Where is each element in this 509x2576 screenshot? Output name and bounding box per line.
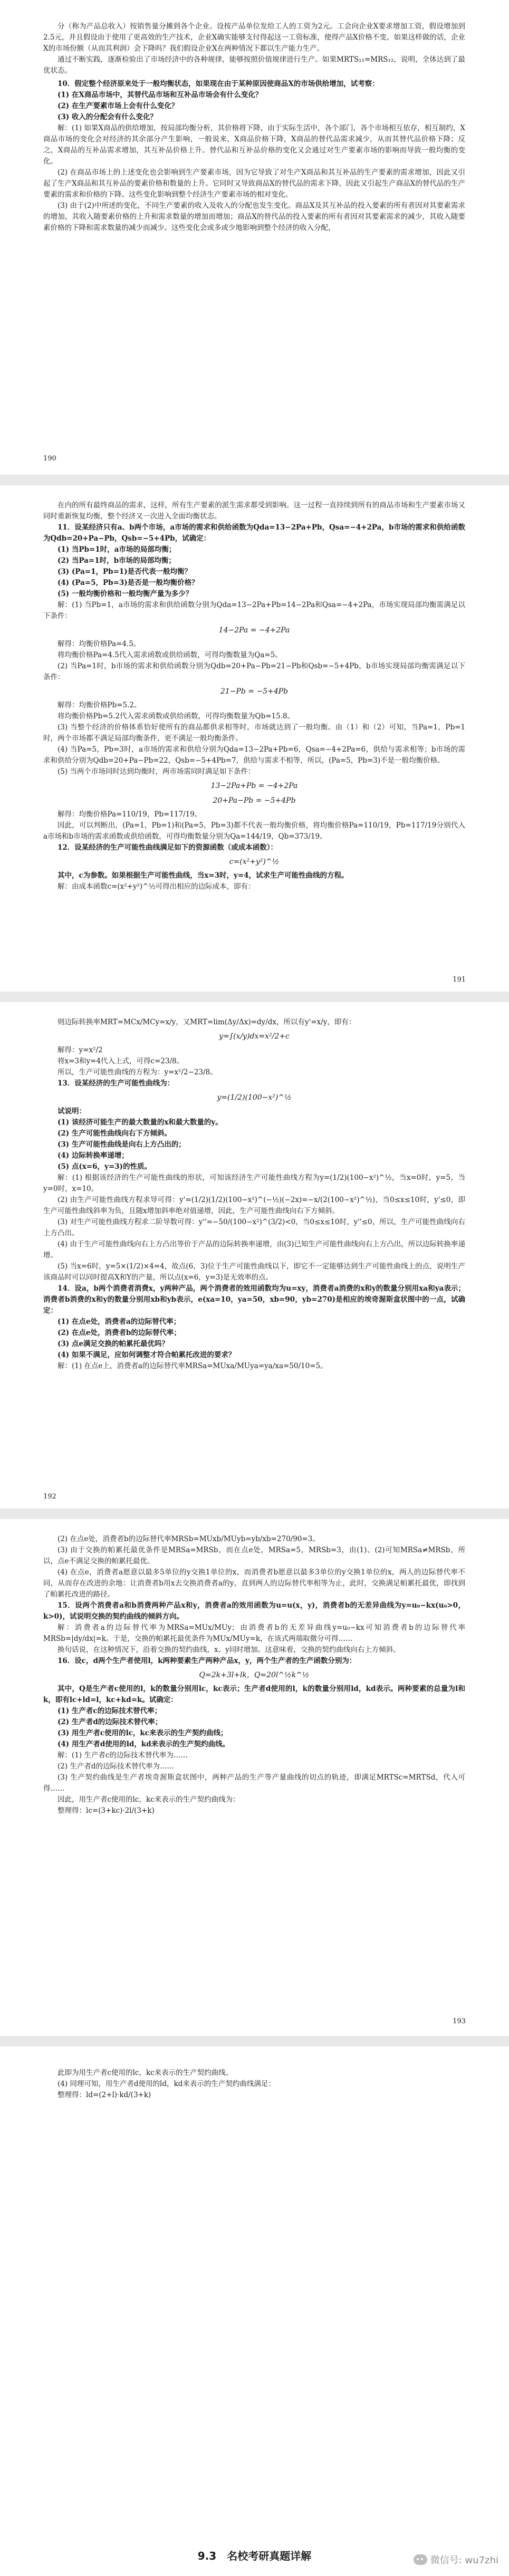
sub-question: (4) 边际转换率递增； (57, 1151, 129, 1160)
equation: Q=2k+3l+lk，Q=20l^½k^½ (199, 1671, 310, 1679)
answer-paragraph: 将x=3和y=4代入上式，可得c=23/8。 (57, 1057, 184, 1065)
sub-question: (1) 生产者c的边际技术替代率； (57, 1707, 162, 1715)
page-number: 191 (453, 976, 466, 984)
answer-paragraph: 解：消费者a的边际替代率为MRSa=MUx/MUy；由消费者b的无差异曲线y=u₀−kx可知消费者b的边际替代率MRSb=|dy/dx|=k。于是，交换的帕累托最优条件为MUx/MUy=k，在该式两端取微分可得…… (43, 1623, 465, 1643)
answer-paragraph: 解：由成本函数c=(x²+y²)^½可得出相应的边际成本，即有： (57, 882, 255, 891)
document-page-190 (0, 0, 509, 475)
sub-question: (5) 一般均衡价格和一般均衡产量为多少？ (57, 590, 193, 598)
equation: 20+Pa−Pb = −5+4Pb (213, 796, 296, 805)
answer-paragraph: 将均衡价格Pb=5.2代入需求函数或供给函数，可得均衡数量为Qb=15.8。 (57, 712, 295, 720)
sub-question: (2) 当Pa=1时，b市场的局部均衡； (57, 556, 176, 565)
sub-question: (5) 点(x=6，y=3)的性质。 (57, 1162, 151, 1171)
document-page-193 (0, 1519, 509, 2036)
watermark-text: 微信号: wu7zhi (430, 2555, 498, 2566)
document-page-194 (0, 2046, 509, 2576)
question-14: 14．设a，b两个消费者消费x，y两种产品，两个消费者的效用函数均为u=xy，消费者a消费的x和y的数量分别用xa和ya表示；消费者b消费的x和y的数量分别用xb和yb表示，e(xa=10，ya=50，xb=90，yb=270)是相应的埃奇渥斯盒状图中的一点，试确定： (43, 1284, 465, 1315)
answer-paragraph: 解：(1) 当Pb=1，a市场的需求和供给函数分别为Qda=13−2Pa+Pb=14−2Pa和Qsa=−4+2Pa，市场实现局部均衡需满足以下条件： (43, 601, 465, 620)
sub-question: (2) 生产者d的边际技术替代率； (57, 1718, 162, 1726)
answer-paragraph: (4) 同理可知，用生产者d使用的ld，kd来表示的生产契约曲线满足： (57, 2080, 275, 2088)
answer-paragraph: (4) 在点e，消费者a愿意以最多5单位的y交换1单位的x，而消费者b愿意以最多3单位的y交换1单位的x，两人的边际替代率不同，从而存在改进的余地：让消费者b用x去交换消费者a的y，直到两人的边际替代率相等为止，此时，交换满足帕累托最优，即找到了帕累托改进的路径。 (43, 1568, 465, 1599)
answer-paragraph: 解得：y=x²/2 (57, 1046, 103, 1054)
answer-paragraph: (3) 当整个经济的价格体系恰好使所有的商品都供求相等时，市场就达到了一般均衡。由（1）和（2）可知，当Pa=1，Pb=1时，两个市场都不满足局部均衡条件，更不满足一般均衡条件。 (43, 723, 465, 743)
answer-paragraph: 解：(1) 在点e上，消费者a的边际替代率MRSa=MUxa/MUya=ya/xa=50/10=5。 (57, 1362, 328, 1370)
question-15: 15．设两个消费者a和b消费两种产品x和y，消费者a的效用函数为u=u(x，y)，消费者b的无差异曲线为y=u₀−kx(u₀>0，k>0)，试说明交换的契约曲线的倾斜方向。 (43, 1601, 465, 1621)
paragraph: 通过不断实践，逐渐检验出了市场经济中的各种规律，能够按照价值规律进行生产。如果MRTS₁₂=MRS₁₂，说明，全体达到了最优状态。 (43, 55, 465, 75)
question-13: 13．设某经济的生产可能性曲线为： (57, 1079, 175, 1088)
answer-paragraph: 将均衡价格Pa=4.5代入需求函数或供给函数，可得均衡数量为Qa=5。 (57, 651, 282, 659)
sub-question: (3) 用生产者c使用的lc，kc来表示的生产契约曲线； (57, 1729, 228, 1737)
answer-paragraph: (2) 在点e处，消费者b的边际替代率MRSb=MUxb/MUyb=yb/xb=270/90=3。 (57, 1535, 320, 1543)
equation: c=(x²+y²)^½ (229, 858, 280, 866)
answer-paragraph: 因此，可以判断出，(Pa=1，Pb=1)和(Pa=5，Pb=3)都不代表一般均衡价格，将均衡价格Pa=110/19，Pb=117/19分别代入a市场和b市场的需求函数或供给函数，可得均衡数量分别为Qa=144/19，Qb=373/19。 (43, 821, 465, 841)
question-10: 10．假定整个经济原来处于一般均衡状态，如果现在由于某种原因使商品X的市场供给增加，试考察： (57, 80, 379, 88)
answer-paragraph: 解：(1) 生产者c的边际技术替代率为…… (57, 1751, 188, 1760)
answer-paragraph: 解：(1) 如果X商品的供给增加，按局部均衡分析，其价格将下降，由于实际生活中，各个部门，各个市场相互依存，相互制约，X商品市场的变化会对经济的其余部分产生影响，一般说来，X商品价格下降，X商品的替代品需求减少，从而其替代品价格下降；反之，X商品的互补品需求增加，其互补品价格上升。替代品和互补品价格的变化又会通过对生产要素市场的影响而导致一般均衡的变化。 (43, 124, 465, 166)
page-gap (0, 2036, 509, 2046)
answer-paragraph: (3) 由于交换的帕累托最优条件是MRSa=MRSb，而在点e处，MRSa=5，MRSb=3，由(1)、(2)可知MRSa≠MRSb，所以，点e不满足交换的帕累托最优。 (43, 1546, 465, 1565)
answer-paragraph: 解：(1) 根据该经济的生产可能性曲线的形状，可知该经济生产可能性曲线方程为y=(1/2)(100−x²)^½，当x=0时，y=5，当y=0时，x=10。 (43, 1174, 465, 1193)
answer-paragraph: (5) 当两个市场同时达到均衡时，两市场需同时满足如下条件： (57, 767, 255, 776)
question-12: 12．设某经济的生产可能性曲线满足如下的资源函数（或成本函数）： (57, 843, 278, 852)
answer-paragraph: (3) 对生产可能性曲线方程求二阶导数可得：y''=−50/(100−x²)^(3/2)<0，当0≤x≤10时，y''≤0，所以，生产可能性曲线向右上方凸出。 (43, 1218, 465, 1237)
paragraph: 分（称为产品总收入）按销售量分摊到各个企业。设按产品单位发给工人的工资为2元。工会向企业X要求增加工资，假设增加到2.5元，并且假设由于使用了更高效的生产技术，企业X确实能够支付得起这一工资标准，使得产品X价格不变。如果这样做的话，企业X的市场份额（从而其利润）会下降吗？我们假设企业X在两种情况下都以生产能力生产。 (43, 22, 465, 53)
equation: 21−Pb = −5+4Pb (220, 687, 289, 696)
answer-paragraph: 换句话说，在这种情况下，沿着交换的契约曲线，x、y同时增加。这意味着，交换的契约曲线向右上方倾斜。 (57, 1646, 400, 1654)
sub-question: (3) (Pa=1，Pb=1)是否代表一般均衡？ (57, 568, 192, 576)
question-text: 试说明： (57, 1107, 86, 1116)
page-gap (0, 1508, 509, 1519)
answer-paragraph: 整理得：ld=(2+l)·kd/(3+k) (57, 2091, 151, 2099)
watermark (414, 2553, 498, 2567)
paragraph: 在内的所有最终商品的需求，这样，所有生产要素的派生需求都受到影响。这一过程一直持续到所有的商品市场和生产要素市场又同时重新恢复均衡，整个经济又一次进入全面均衡状态。 (43, 501, 465, 521)
equation: y=(1/2)(100−x²)^½ (217, 1093, 292, 1102)
answer-paragraph: 解得：均衡价格Pa=110/19，Pb=117/19。 (57, 810, 202, 819)
answer-paragraph: 因此，用生产者c使用的lc，kc来表示的生产契约曲线为： (57, 1795, 240, 1804)
answer-paragraph: 则边际转换率MRT=MCx/MCy=x/y，又MRT=lim(Δy/Δx)=dy/dx，所以有y'=x/y，即有： (57, 1018, 356, 1026)
page-number: 193 (453, 2017, 466, 2025)
sub-question: (1) 在点e处，消费者a的边际替代率； (57, 1318, 181, 1326)
sub-question: (4) 如果不满足，应如何调整才符合帕累托改进的要求？ (57, 1351, 236, 1359)
answer-paragraph: 此即为用生产者c使用的lc，kc来表示的生产契约曲线。 (57, 2069, 233, 2077)
answer-paragraph: (4) 当Pa=5，Pb=3时，a市场的需求和供给分别为Qda=13−2Pa+Pb=6，Qsa=−4+2Pa=6，供给与需求相等；b市场的需求和供给分别为Qdb=20+Pa−Pb=22，Qsb=−5+4Pb=7，供给与需求不相等，所以，(Pa=5，Pb=3)不是一般均衡价格。 (43, 745, 465, 765)
equation: 14−2Pa = −4+2Pa (218, 626, 290, 635)
page-number: 190 (43, 455, 56, 463)
answer-paragraph: 整理得：lc=(3+kc)·2l/(3+k) (57, 1806, 155, 1815)
sub-question: (2) 在点e处，消费者b的边际替代率； (57, 1329, 181, 1337)
answer-paragraph: (2) 由生产可能性曲线方程求导可得：y'=(1/2)(1/2)(100−x²)^(−½)(−2x)=−x/(2(100−x²)^½)，当0≤x≤10时，y'≤0，即生产可能性曲线斜率为负，且随x增加斜率绝对值递增，因此，生产可能性曲线向右下方倾斜。 (43, 1196, 465, 1215)
answer-paragraph: (2) 当Pa=1时，b市场的需求和供给函数分别为Qdb=20+Pa−Pb=21−Pb和Qsb=−5+4Pb，b市场实现局部均衡需满足以下条件： (43, 662, 465, 681)
sub-question: (4) 用生产者d使用的ld，kd来表示的生产契约曲线。 (57, 1740, 230, 1748)
document-page-192 (0, 1002, 509, 1508)
equation: y=∫(x/y)dx=x²/2+c (219, 1032, 290, 1041)
question-11: 11．设某经济只有a、b两个市场，a市场的需求和供给函数为Qda=13−2Pa+Pb，Qsa=−4+2Pa，b市场的需求和供给函数为Qdb=20+Pa−Pb，Qsb=−5+4Pb，试确定： (43, 523, 465, 543)
answer-paragraph: (3) 由于(2)中所述的变化，不同生产要素的收入及收入的分配也发生变化。商品X及其互补品的投入要素的所有者因对其要素需求的增加，其收入随要素价格的上升和需求数量的增加而增加；商品X的替代品的投入要素的所有者因对其要素需求的减少，其收入随要素价格的下降和需求数量的减少而减少。这些变化会或多或少地影响到整个经济的收入分配， (43, 201, 465, 232)
answer-paragraph: (3) 生产契约曲线是生产者埃奇渥斯盒状图中，两种产品的生产等产量曲线的切点的轨迹，即满足MRTSc=MRTSd，代入可得…… (43, 1773, 465, 1793)
answer-paragraph: (4) 由于生产可能性曲线向右上方凸出等价于产品的边际转换率递增，由(3)已知生产可能性曲线向右上方凸出，所以边际转换率递增。 (43, 1240, 465, 1260)
page-number: 192 (43, 1493, 56, 1501)
sub-question: (1) 当Pb=1时，a市场的局部均衡； (57, 545, 176, 554)
question-text: 其中，c为参数。如果根据生产可能性曲线，当x=3时，y=4，试求生产可能性曲线的方程。 (57, 871, 349, 880)
document-page-191 (0, 485, 509, 992)
answer-paragraph: (5) 当x=6时，y=5×(1/2)×4=4，故点(6，3)位于生产可能性曲线以下，即它不一定能够达到生产可能性曲线上的点，说明生产该商品时可以同时提高X和Y的产量，所以点(x=6，y=3)是无效率的点。 (43, 1262, 465, 1282)
wechat-icon (414, 2554, 427, 2565)
sub-question: (4) (Pa=5，Pb=3)是否是一般均衡价格？ (57, 579, 199, 587)
answer-paragraph: 解得：均衡价格Pa=4.5。 (57, 640, 141, 648)
question-16: 16．设c，d两个生产者使用l，k两种要素生产两种产品x，y，两个生产者的生产函数分别为： (57, 1657, 357, 1665)
page-gap (0, 992, 509, 1002)
sub-question: (1) 该经济可能生产的最大数量的x和最大数量的y。 (57, 1118, 223, 1127)
question-text: 其中，Q是生产者c使用的l，k的数量分别用lc，kc表示；生产者d使用的l，k的数量分别用ld，kd表示。两种要素的总量为l和k，即有lc+ld=l，kc+kd=k。试确定： (43, 1685, 465, 1704)
answer-paragraph: 所以，生产可能性曲线的方程为：y=x²/2−23/8。 (57, 1068, 217, 1076)
sub-question: (3) 点e满足交换的帕累托最优吗？ (57, 1340, 169, 1348)
answer-paragraph: (2) 生产者d的边际技术替代率为…… (57, 1762, 175, 1771)
section-heading: 9.3 名校考研真题详解 (197, 2550, 312, 2562)
sub-question: (1) 在X商品市场中，其替代品市场和互补品市场会有什么变化？ (57, 91, 263, 99)
sub-question: (2) 在生产要素市场上会有什么变化？ (57, 102, 179, 110)
answer-paragraph: (2) 在商品市场上的上述变化也会影响到生产要素市场，因为它导致了对生产X商品和其互补品的生产要素的需求增加，因此又引起了生产X商品和其互补品的要素价格和数量的上升。它同时又导致商品X的替代品的需求下降，因此又引起生产商品X的替代品的生产要素的需求和价格的下降。这些变化影响到整个经济生产要素市场的相对变化。 (43, 168, 465, 199)
equation: 13−2Pa+Pb = −4+2Pa (210, 782, 298, 790)
sub-question: (2) 生产可能性曲线向右下方倾斜。 (57, 1129, 171, 1138)
sub-question: (3) 生产可能性曲线是向右上方凸出的； (57, 1140, 186, 1149)
sub-question: (3) 收入的分配会有什么变化？ (57, 113, 157, 121)
answer-paragraph: 解得：均衡价格Pb=5.2。 (57, 701, 141, 709)
page-gap (0, 475, 509, 485)
